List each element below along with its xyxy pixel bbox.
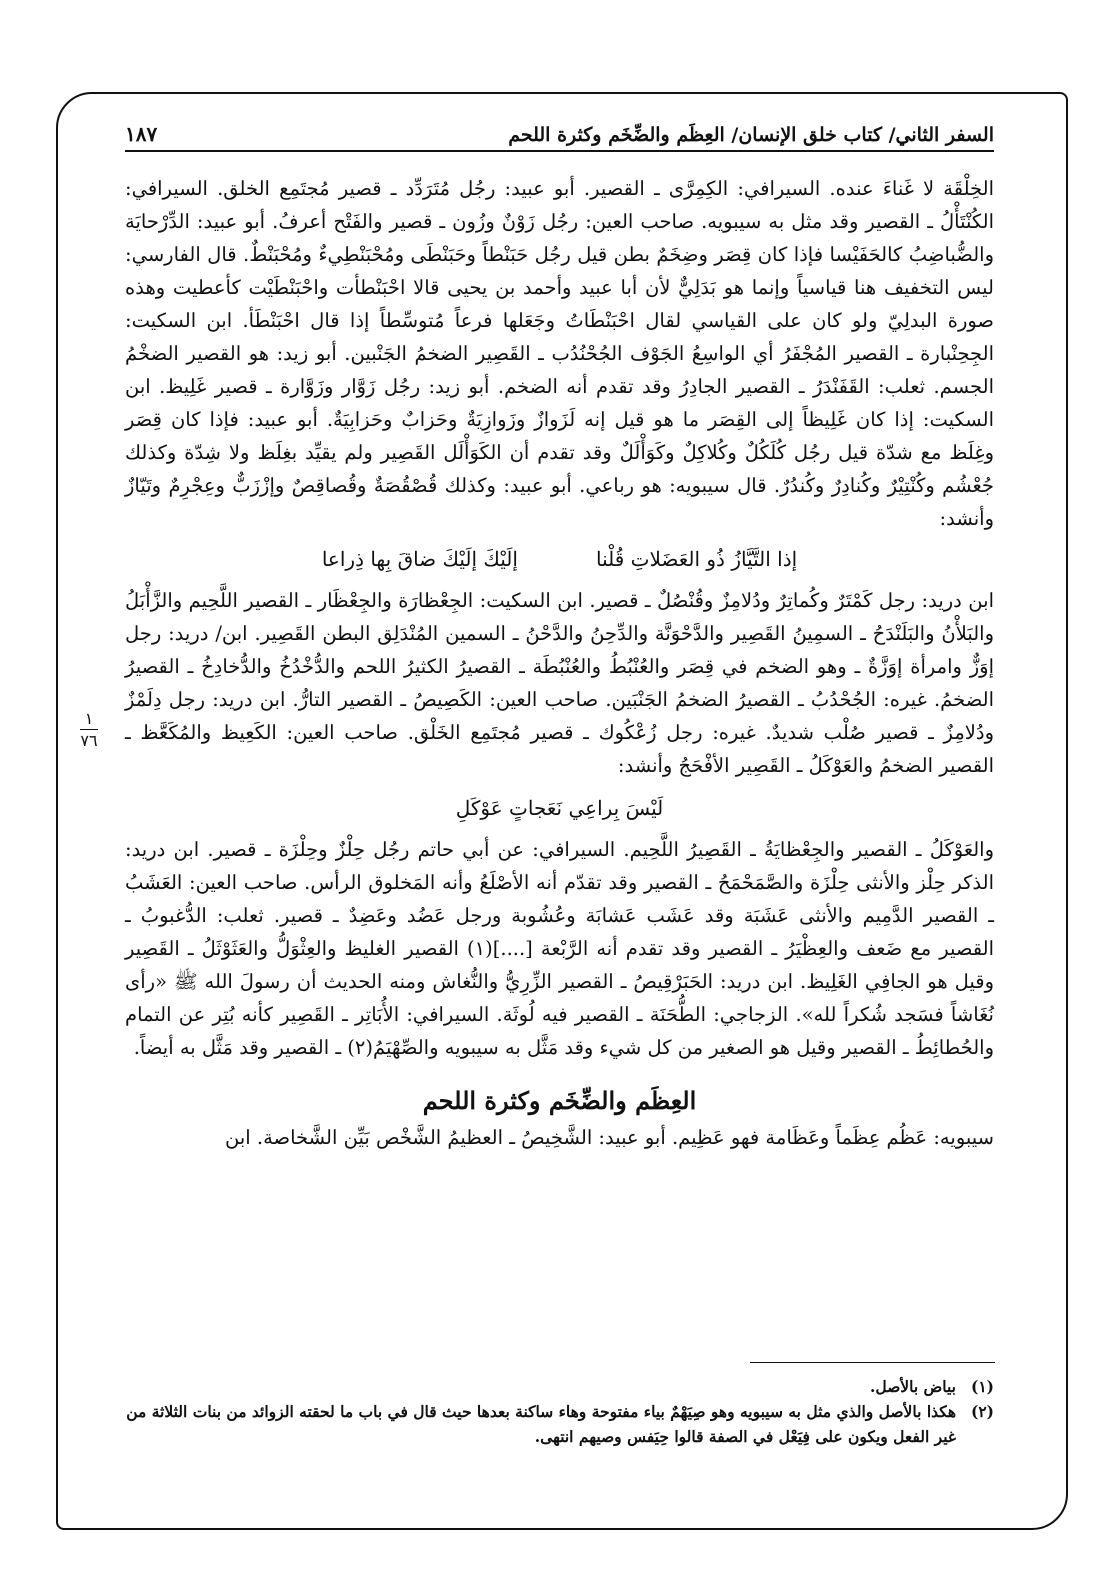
verse-line: [125, 543, 994, 576]
footnote: [125, 1374, 994, 1399]
paragraph: ابن دريد: رجل كَمْتَرٌ وكُماتِرٌ ودُلامِزٌ وقُنْصُلٌ ـ قصير. ابن السكيت: الجِعْظارَة والجِعْظَار ـ القصير اللَّحِيم والزَّأْبَلُ والبَلأْنُ والبَلَنْدَحُ ـ السمِينُ القَصِير والدَّحْوَنَّة والدِّحِنُ والدَّحْنُ ـ السمين المُنْدَلِق البطن القَصِير. ابن/ دريد: رجل إوَزٌّ وامرأة إوَزَّةٌ ـ وهو الضخم في قِصَر والعُنْبُطُ والعُنْبُطَة ـ القصيرُ الكثيرُ اللحم والدُّخْدُخُ والدُّخادِخُ ـ القصيرُ الضخمُ. غيره: الجُحْدُبُ ـ القصيرُ الضخمُ الجَنْبَين. صاحب العين: الكَصِيصُ ـ القصير التارُّ. ابن دريد: رجل دِلَمْزٌ ودُلامِزٌ ـ قصير صُلْب شديدٌ. غيره: رجل زُعْكُوك ـ قصير مُجتَمِع الخَلْق. صاحب العين: الكَعِيظ والمُكَعَّظ ـ القصير الضخمُ والعَوْكَلُ ـ القَصِير الأفْحَجُ وأنشد:: [125, 589, 994, 777]
footnote-text: هكذا بالأصل والذي مثل به سيبويه وهو صِيَهْمٌ بياء مفتوحة وهاء ساكنة بعدها حيث قال في باب ما لحقته الزوائد من بنات الثلاثة من غير الفعل ويكون على فِيَعْل في الصفة قالوا حِيَفس وصيهم انتهى.: [126, 1402, 956, 1446]
section-title: العِظَم والضِّخَم وكثرة اللحم: [422, 1086, 697, 1115]
verse-hemistich-right: إذا التَّيَّازُ ذُو العَضَلاتِ قُلْنا: [595, 547, 798, 571]
paragraph: سيبويه: عَظُم عِظَماً وعَظَامة فهو عَظِيم. أبو عبيد: الشَّخِيصُ ـ العظيمُ الشَّخْص بَيِّن الشَّخاصة. ابن: [225, 1126, 994, 1149]
footnote-number: (١): [970, 1377, 994, 1396]
main-text: [125, 172, 994, 1154]
footnote: [125, 1399, 994, 1449]
running-title: السفر الثاني/ كتاب خلق الإنسان/ العِظَم والضِّخَم وكثرة اللحم: [508, 124, 994, 146]
paragraph: الخِلْقَة لا غَناءَ عنده. السيرافي: الكِمِرَّى ـ القصير. أبو عبيد: رجُل مُتَرَدِّد ـ قصير مُجتَمِع الخلق. السيرافي: الكُنْتَأْلُ ـ القصير وقد مثل به سيبويه. صاحب العين: رجُل زَوْنٌ وزُون ـ قصير والفَتْح أعرفُ. أبو عبيد: الدِّرْحايَة والضُّباضِبُ كالحَفَيْسا فإذا كان قِصَر وضِخَمٌ بطن قيل رجُل حَبَنْطاً وحَبَنْطَى ومُحْبَنْطِيءٌ ومُحْبَنْطٌ. قال الفارسي: ليس التخفيف هنا قياسياً وإنما هو بَدَلِيٌّ لأن أبا عبيد وأحمد بن يحيى قالا احْبَنْطأت واحْبَنْطَيْت كأعطيت وهذه صورة البدلِيّ ولو كان على القياسي لقال احْبَنْطَاتُ وجَعَلها فرعاً مُتوسِّطاً إذا قال احْبَنْطَأ. ابن السكيت: الجِحِنْبارة ـ القصير المُجْفَرُ أي الواسِعُ الجَوْف الجُحْنُدُب ـ القَصِير الضخمُ الجَنْبين. أبو زيد: هو القصير الضخْمُ الجسم. ثعلب: القَفَنْدَرُ ـ القصير الجادِرُ وقد تقدم أنه الضخم. أبو زيد: رجُل زَوَّار وزَوَّارة ـ قصير غَلِيظ. ابن السكيت: إذا كان غَلِيظاً إلى القِصَر ما هو قيل إنه لَزَوازٌ وزَوازِيَةٌ وحَزابٌ وحَزابِيَةٌ. أبو عبيد: فإذا كان قِصَر وغِلَظ مع شدّة قيل رجُل كُلَكُلٌ وكُلاكِلٌ وكَوَأْلَلٌ وقد تقدم أن الكَوَأْلَل القَصِير ولم يقيِّد بغِلَظ ولا شِدّة وكذلك جُعْشُم وكُنْتِيْرٌ وكُنادِرٌ وكُندُرٌ. قال سيبويه: هو رباعي. أبو عبيد: وكذلك قُصْقُصَةٌ وقُصاقِصٌ وإزْزَبٌّ وعِجْرِمٌ وتَيّازٌ وأنشد:: [125, 177, 994, 530]
margin-reference-top: ١: [84, 709, 94, 728]
margin-reference-divider: [80, 729, 98, 730]
page-number: ١٨٧: [125, 122, 158, 146]
footnote-number: (٢): [970, 1402, 994, 1421]
verse-hemistich-left: إلَيْكَ إلَيْكَ ضاقَ بِها ذِراعا: [321, 547, 518, 571]
margin-reference-bottom: ٧٦: [80, 731, 98, 750]
footnotes: [125, 1374, 994, 1449]
footnote-text: بياض بالأصل.: [869, 1377, 956, 1396]
page-header: [125, 108, 994, 152]
paragraph: والعَوْكَلُ ـ القصير والجِعْظايَةُ ـ القَصِيرُ اللَّحِيم. السيرافي: عن أبي حاتم رجُل حِلْزٌ وحِلْزَة ـ قصير. ابن دريد: الذكر حِلْز والأنثى حِلْزَة والصَّمَحْمَحُ ـ القصير وقد تقدّم أنه الأصْلَعُ وأنه المَخلوق الرأس. صاحب العين: العَشَبُ ـ القصير الدَّمِيم والأنثى عَشَبَة وقد عَشَب عَشابَة وعُشُوبة ورجل عَضُد وعَضِدٌ ـ قصير. ثعلب: الدُّغبوبُ ـ القصير مع ضَعف والعِظْيَرُ ـ القصير وقد تقدم أنه الرَّبْعة [....](١) القصير الغليظ والعِثْوَلُّ والعَثَوْثَلُ ـ القَصِير وقيل هو الجافِي الغَلِيظ. ابن دريد: الحَبَرْقِيصُ ـ القصير الزِّرِيُّ والنُّغاش ومنه الحديث أن رسولَ الله ﷺ «رأى نُغَاشاً فسَجد شُكراً لله». الزجاجي: الطُّحَنَة ـ القصير فيه لُوثَة. السيرافي: الأُبَاتِر ـ القَصِير كأنه بُتِر عن التمام والحُطائِطُ ـ القصير وقيل هو الصغير من كل شيء وقد مَثَّل به سيبويه والصِّهْيَمُ(٢) ـ القصير وقد مَثَّل به أيضاً.: [125, 838, 994, 1059]
verse-line: لَيْسَ بِراعِي نَعَجاتٍ عَوْكَلِ: [455, 796, 664, 820]
footnote-divider: [750, 1362, 995, 1363]
margin-reference: [80, 710, 98, 749]
